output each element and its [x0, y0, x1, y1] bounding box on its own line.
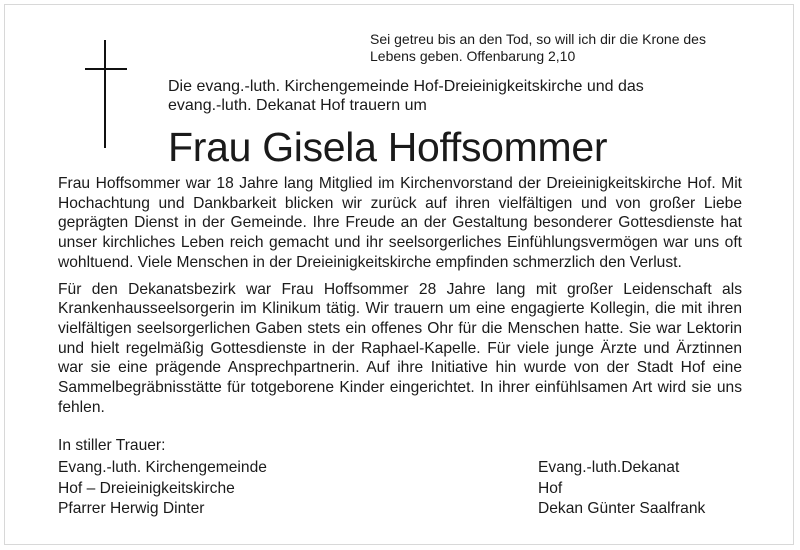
- intro-line-1: Die evang.-luth. Kirchengemeinde Hof-Dreieinigkeitskirche und das: [168, 78, 644, 95]
- signature-congregation: [58, 458, 267, 520]
- bible-verse-line-2: Lebens geben. Offenbarung 2,10: [370, 48, 576, 64]
- bible-verse: [370, 31, 770, 65]
- signature-deanery: [538, 458, 705, 520]
- bible-verse-line-1: Sei getreu bis an den Tod, so will ich dir die Krone des: [370, 31, 706, 47]
- signature-right-line-1: Evang.-luth.Dekanat: [538, 459, 680, 476]
- paragraph-deanery: Für den Dekanatsbezirk war Frau Hoffsommer 28 Jahre lang mit großer Leidenschaft als Krankenhausseelsorgerin im Klinikum tätig. Wir trauern um eine engagierte Kollegin, die mit ihren vielfältigen seelsorgerlichen Gaben stets ein offenes Ohr für die Menschen hatte. Sie war Lektorin und hielt regelmäßig Gottesdienste in der Raphael-Kapelle. Für viele junge Ärzte und Ärztinnen war sie eine prägende Ansprechpartnerin. Auf ihre Initiative hin wurde von der Stadt Hof eine Sammelbegräbnisstätte für totgeborene Kinder eingerichtet. In ihrer einfühlsamen Art wird sie uns fehlen.: [58, 280, 742, 416]
- mourning-label: In stiller Trauer:: [58, 437, 166, 454]
- body-text: [58, 174, 742, 417]
- cross-horizontal-bar: [85, 68, 127, 70]
- paragraph-congregation: Frau Hoffsommer war 18 Jahre lang Mitglied im Kirchenvorstand der Dreieinigkeitskirche Hof. Mit Hochachtung und Dankbarkeit blicken wir zurück auf ihren vielfältigen und von großer Liebe geprägten Dienst in der Gemeinde. Ihre Freude an der Gestaltung besonderer Gottesdienste hat unser kirchliches Leben reich gemacht und ihr seelsorgerliches Einfühlungsvermögen war uns oft wohltuend. Viele Menschen in der Dreieinigkeitskirche empfinden schmerzlich den Verlust.: [58, 175, 742, 271]
- signature-left-line-2: Hof – Dreieinigkeitskirche: [58, 479, 235, 497]
- signature-left-line-3: Pfarrer Herwig Dinter: [58, 500, 205, 517]
- intro-text: [168, 77, 758, 115]
- signature-right-line-3: Dekan Günter Saalfrank: [538, 500, 706, 517]
- intro-line-2: evang.-luth. Dekanat Hof trauern um: [168, 97, 427, 114]
- signature-left-line-1: Evang.-luth. Kirchengemeinde: [58, 459, 267, 476]
- deceased-name: Frau Gisela Hoffsommer: [168, 124, 608, 170]
- cross-vertical-bar: [104, 40, 106, 148]
- signature-right-line-2: Hof: [538, 479, 563, 497]
